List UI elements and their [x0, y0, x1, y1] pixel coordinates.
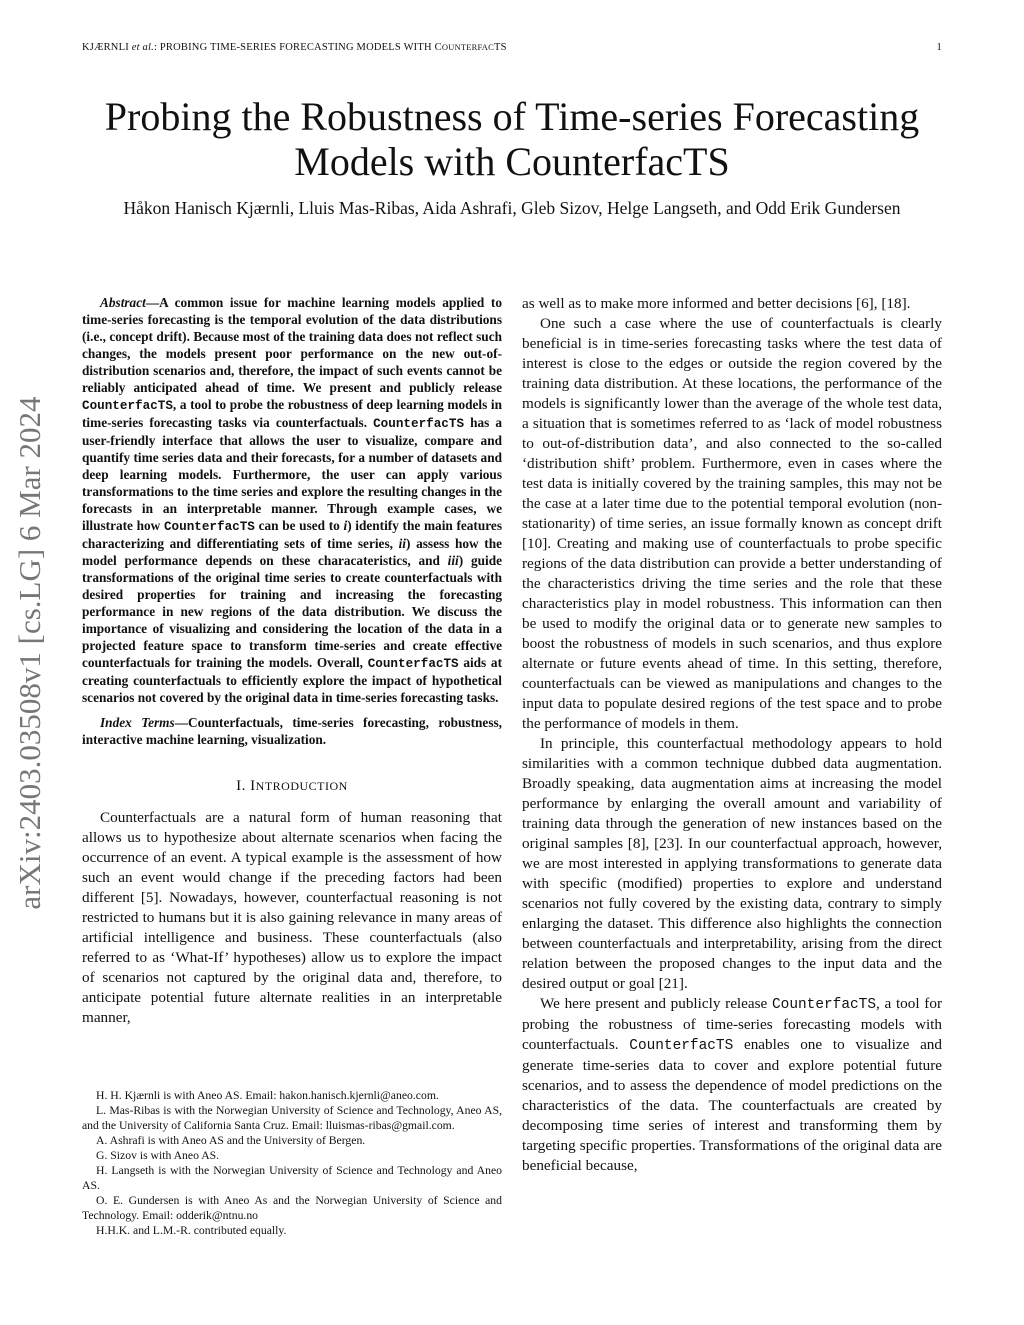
- section-heading-introduction: I. INTRODUCTION: [236, 778, 348, 794]
- page-number: 1: [936, 42, 942, 53]
- footnote: H. H. Kjærnli is with Aneo AS. Email: hakon.hanisch.kjernli@aneo.com.: [96, 1089, 439, 1102]
- paper-title: Probing the Robustness of Time-series Forecasting Models with CounterfacTS: [104, 94, 920, 184]
- abstract: Abstract—A common issue for machine learning models applied to time-series forecasting is the temporal evolution of the data distributions (i.e., concept drift). Because most of the training data does not reflect such changes, the models present poor performance on the new out-of-distribution scenarios and, therefore, the impact of such events cannot be reliably anticipated ahead of time. We present and publicly release CounterfacTS, a tool to probe the robustness of deep learning models in time-series forecasting tasks via counterfactuals. CounterfacTS has a user-friendly interface that allows the user to visualize, compare and quantify time series data and their forecasts, for a number of datasets and deep learning models. Furthermore, the user can apply various transformations to the time series and explore the resulting changes in the forecasts in an interpretable manner. Through example cases, we illustrate how CounterfacTS can be used to i) identify the main features characterizing and differentiating sets of time series, ii) assess how the model performance depends on these characateristics, and iii) guide transformations of the original time series to create counterfactuals with desired properties for training and increasing the forecasting performance in new regions of the data distribution. We discuss the importance of visualizing and considering the location of the data in a projected feature space to transform time-series and create effective counterfactuals for training the models. Overall, CounterfacTS aids at creating counterfactuals to efficiently explore the impact of hypothetical scenarios not covered by the original data in time-series forecasting tasks.: [82, 295, 503, 705]
- right-column: [522, 294, 942, 1176]
- arxiv-side-identifier: arXiv:2403.03508v1 [cs.LG] 6 Mar 2024: [12, 396, 47, 910]
- footnote: A. Ashrafi is with Aneo AS and the University of Bergen.: [96, 1134, 366, 1147]
- paragraph-robustness: One such a case where the use of counterfactuals is clearly beneficial is in time-series forecasting tasks where the test data of interest is close to the edges or outside the region covered by the training data distribution. At these locations, the performance of the models is significantly lower than the average of the whole test data, a situation that is sometimes referred to as ‘lack of model robustness to out-of-distribution data’, and also connected to the so-called ‘distribution shift’ problem. Furthermore, even in cases where the test data is initially covered by the training samples, this may not be the case at a later time due to the potential temporal evolution (non-stationarity) of time series, an issue formally known as concept drift [10]. Creating and making use of counterfactuals to probe specific regions of the data distribution can provide a better understanding of the characteristics driving the time series and the role that these characteristics play in model robustness. This information can then be used to modify the original data or to generate new samples to boost the robustness of models in such scenarios, and thus explore alternate or future events ahead of time. In this setting, therefore, counterfactuals can be viewed as manipulations and changes to the input data to populate desired regions of the test space and to probe the performance of models in them.: [522, 315, 942, 732]
- author-footnotes: [82, 1088, 502, 1238]
- running-head-text: KJÆRNLI et al.: PROBING TIME-SERIES FORECASTING MODELS WITH COUNTERFACTS: [82, 42, 507, 53]
- footnote: L. Mas-Ribas is with the Norwegian University of Science and Technology, Aneo AS, and the University of California Santa Cruz. Email: lluismas-ribas@gmail.com.: [82, 1104, 502, 1132]
- paragraph-augmentation: In principle, this counterfactual methodology appears to hold similarities with a common technique dubbed data augmentation. Broadly speaking, data augmentation aims at increasing the model performance by enlarging the overall amount and variability of training data through the generation of new instances based on the original samples [8], [23]. In our counterfactual approach, however, we are most interested in applying transformations to generate data with specific (modified) properties to explore and understand scenarios not fully covered by the existing data, contrary to simply enlarging the dataset. This difference also highlights the connection between counterfactuals and interpretability, arising from the direct relation between the proposed changes to the input data and the desired output or goal [21].: [522, 735, 942, 992]
- running-header: [82, 42, 942, 53]
- paragraph-tool-release: We here present and publicly release CounterfacTS, a tool for probing the robustness of time-series forecasting models with counterfactuals. CounterfacTS enables one to visualize and generate time-series data to cover and explore potential future scenarios, and to assess the dependence of model predictions on the characteristics of the data. The counterfactuals are created by decomposing time series of interest and transforming them by targeting specific properties. Transformations of the original data are beneficial because,: [522, 995, 943, 1174]
- intro-continuation: as well as to make more informed and better decisions [6], [18].: [522, 295, 911, 312]
- index-terms: Index Terms—Counterfactuals, time-series forecasting, robustness, interactive machine learning, visualization.: [82, 715, 502, 747]
- author-list: Håkon Hanisch Kjærnli, Lluis Mas-Ribas, Aida Ashrafi, Gleb Sizov, Helge Langseth, and Odd Erik Gundersen: [123, 198, 901, 218]
- footnote: H.H.K. and L.M.-R. contributed equally.: [96, 1224, 287, 1237]
- footnote: O. E. Gundersen is with Aneo As and the Norwegian University of Science and Technology. Email: odderik@ntnu.no: [82, 1194, 502, 1222]
- intro-paragraph: Counterfactuals are a natural form of human reasoning that allows us to hypothesize about alternate scenarios when facing the occurrence of an event. A typical example is the assessment of how such an event would change if the preceding factors had been different [5]. Nowadays, however, counterfactual reasoning is not restricted to humans but it is also gaining relevance in many areas of artificial intelligence and business. These counterfactuals (also referred to as ‘What-If’ hypotheses) allow us to explore the impact of scenarios not captured by the original data and, therefore, to anticipate potential future alternate realities in an interpretable manner,: [82, 809, 502, 1026]
- footnote: G. Sizov is with Aneo AS.: [96, 1149, 220, 1162]
- footnote: H. Langseth is with the Norwegian University of Science and Technology and Aneo AS.: [82, 1164, 502, 1192]
- left-column: [82, 294, 502, 1028]
